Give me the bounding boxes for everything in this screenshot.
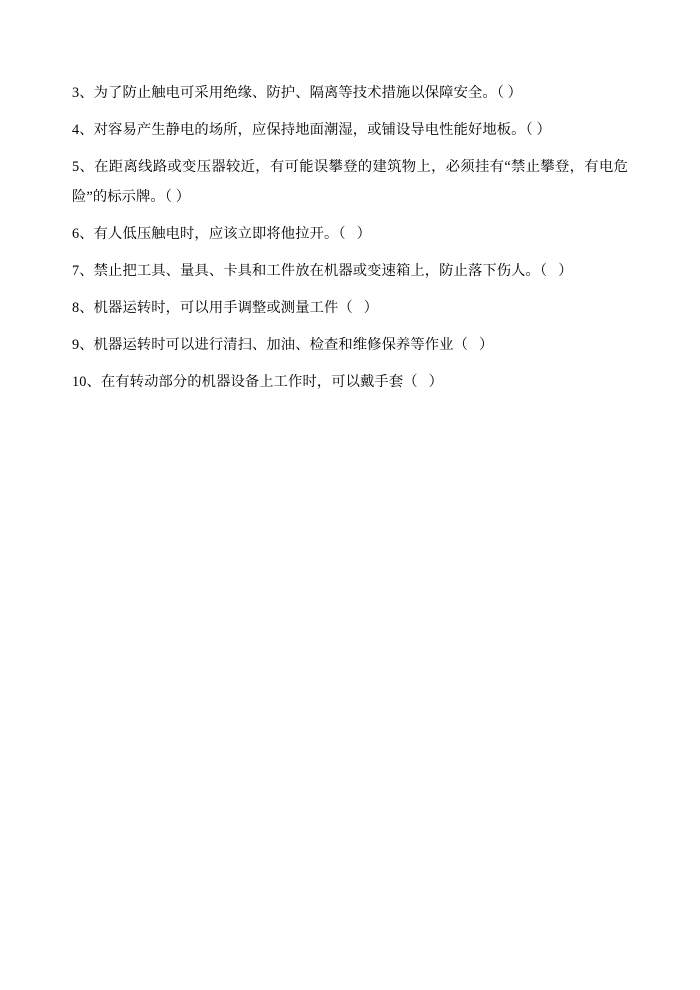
question-list [72, 78, 628, 397]
list-item: 4、对容易产生静电的场所，应保持地面潮湿，或铺设导电性能好地板。（ ） [72, 122, 551, 138]
list-item: 5、在距离线路或变压器较近，有可能误攀登的建筑物上，必须挂有“禁止攀登，有电危险”的标示牌。（ ） [72, 159, 628, 205]
list-item: 8、机器运转时，可以用手调整或测量工件（ ） [72, 300, 379, 316]
list-item: 3、为了防止触电可采用绝缘、防护、隔离等技术措施以保障安全。（ ） [72, 85, 523, 101]
list-item: 10、在有转动部分的机器设备上工作时，可以戴手套（ ） [72, 374, 444, 390]
list-item: 6、有人低压触电时，应该立即将他拉开。（ ） [72, 226, 372, 242]
list-item: 7、禁止把工具、量具、卡具和工件放在机器或变速箱上，防止落下伤人。（ ） [72, 263, 573, 279]
list-item: 9、机器运转时可以进行清扫、加油、检查和维修保养等作业（ ） [72, 337, 494, 353]
